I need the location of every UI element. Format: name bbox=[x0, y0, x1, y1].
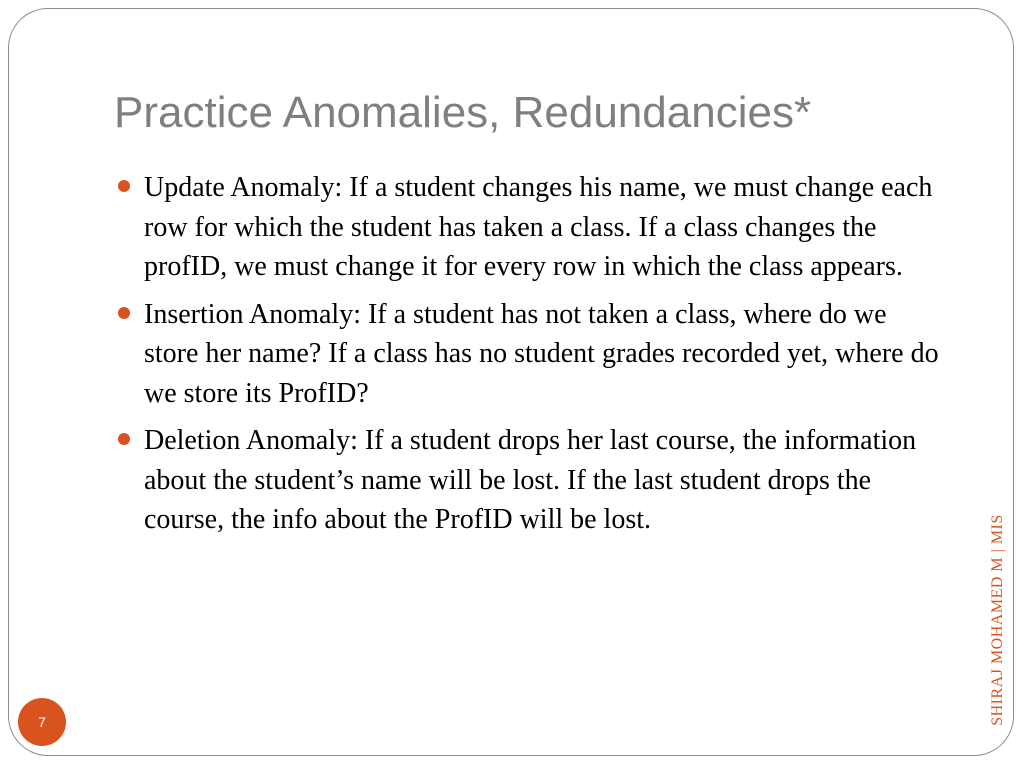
slide-title: Practice Anomalies, Redundancies* bbox=[114, 88, 812, 137]
bullet-dot-icon bbox=[118, 180, 130, 192]
bullet-item-deletion-anomaly bbox=[114, 421, 944, 540]
bullet-item-update-anomaly bbox=[114, 168, 944, 287]
bullet-text: Update Anomaly: If a student changes his name, we must change each row for which the student has taken a class. If a class changes the profID, we must change it for every row in which the class appears. bbox=[144, 172, 933, 282]
page-number-badge: 7 bbox=[18, 698, 66, 746]
bullet-dot-icon bbox=[118, 433, 130, 445]
bullet-dot-icon bbox=[118, 307, 130, 319]
bullet-text: Deletion Anomaly: If a student drops her last course, the information about the student’s name will be lost. If the last student drops the course, the info about the ProfID will be lost. bbox=[144, 425, 917, 535]
bullet-list bbox=[114, 168, 944, 548]
bullet-item-insertion-anomaly bbox=[114, 295, 944, 414]
author-side-label: SHIRAJ MOHAMED M | MIS bbox=[989, 514, 1006, 726]
bullet-text: Insertion Anomaly: If a student has not taken a class, where do we store her name? If a class has no student grades recorded yet, where do we store its ProfID? bbox=[144, 298, 939, 409]
